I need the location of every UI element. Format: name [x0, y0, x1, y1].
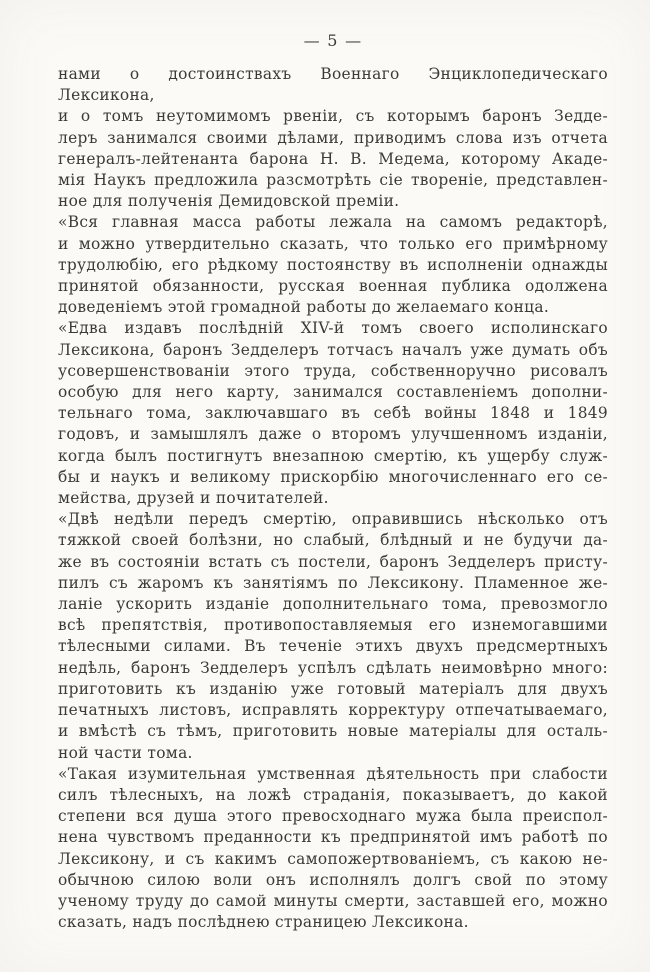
paragraph [58, 64, 608, 212]
text-line: всѣ препятствія, противопоставляемыя его изнемогавшими [58, 616, 608, 635]
text-line: «Двѣ недѣли передъ смертію, оправившись нѣсколько отъ [58, 510, 608, 529]
text-line: Лексикону, и съ какимъ самопожертвованіемъ, съ какою не- [58, 849, 608, 868]
text-line: принятой обязанности, русская военная публика одолжена [58, 277, 608, 296]
paragraph [58, 318, 608, 509]
paragraph [58, 509, 608, 763]
text-line: и о томъ неутомимомъ рвеніи, съ которымъ баронъ Зедде- [58, 107, 608, 126]
text-line: силъ тѣлесныхъ, на ложѣ страданія, показываетъ, до какой [58, 785, 608, 804]
text-line: усовершенствованіи этого труда, собственноручно рисовалъ [58, 361, 608, 380]
text-line: пилъ съ жаромъ къ занятіямъ по Лексикону. Пламенное же- [58, 573, 608, 592]
text-line: степени вся душа этого превосходнаго мужа была преиспол- [58, 807, 608, 826]
text-line: тяжкой своей болѣзни, но слабый, блѣдный и не будучи да- [58, 531, 608, 550]
text-line: бы и наукъ и великому прискорбію многочисленнаго его се- [58, 467, 608, 486]
text-block [58, 64, 608, 933]
text-line: «Такая изумительная умственная дѣятельность при слабости [58, 764, 608, 783]
text-line: обычною силою воли онъ исполнялъ долгъ свой по этому [58, 870, 608, 889]
page-number: — 5 — [303, 31, 363, 50]
text-line: мейства, друзей и почитателей. [58, 489, 329, 508]
text-line: генералъ-лейтенанта барона Н. В. Медема, которому Акаде- [58, 149, 608, 168]
text-line: трудолюбію, его рѣдкому постоянству въ исполненіи однажды [58, 255, 608, 274]
text-line: сказать, надъ послѣднею страницею Лексикона. [58, 913, 469, 932]
text-line: ное для полученія Демидовской преміи. [58, 192, 400, 211]
page-header [58, 30, 608, 51]
text-line: ланіе ускорить изданіе дополнительнаго тома, превозмогло [58, 595, 608, 614]
text-line: же въ состояніи встать съ постели, баронъ Зедделеръ присту- [58, 552, 608, 571]
text-line: когда былъ постигнутъ внезапною смертію, къ ущербу служ- [58, 446, 608, 465]
text-line: «Едва издавъ послѣдній XIV-й томъ своего исполинскаго [58, 319, 608, 338]
text-line: печатныхъ листовъ, исправлять корректуру отпечатываемаго, [58, 701, 608, 720]
text-line: годовъ, и замышлялъ даже о второмъ улучшенномъ изданіи, [58, 425, 608, 444]
text-line: ной части тома. [58, 743, 193, 762]
text-line: особую для него карту, занимался составленіемъ дополни- [58, 383, 608, 402]
text-line: Лексикона, баронъ Зедделеръ тотчасъ началъ уже думать объ [58, 340, 608, 359]
text-line: приготовить къ изданію уже готовый матеріалъ для двухъ [58, 679, 608, 698]
text-line: тѣлесными силами. Въ теченіе этихъ двухъ предсмертныхъ [58, 637, 608, 656]
text-line: и вмѣстѣ съ тѣмъ, приготовить новые матеріалы для осталь- [58, 722, 608, 741]
text-line: доведеніемъ этой громадной работы до желаемаго конца. [58, 298, 550, 317]
text-line: мія Наукъ предложила разсмотрѣть сіе твореніе, представлен- [58, 171, 608, 190]
text-line: «Вся главная масса работы лежала на самомъ редакторѣ, [58, 213, 608, 232]
paragraph [58, 764, 608, 934]
text-line: недѣль, баронъ Зедделеръ успѣлъ сдѣлать неимовѣрно много: [58, 658, 608, 677]
text-line: и можно утвердительно сказать, что только его примѣрному [58, 234, 608, 253]
text-line: нена чувствомъ преданности къ предпринятой имъ работѣ по [58, 828, 608, 847]
text-line: нами о достоинствахъ Военнаго Энциклопедическаго Лексикона, [58, 65, 608, 105]
text-line: леръ занимался своими дѣлами, приводимъ слова изъ отчета [58, 128, 608, 147]
paragraph [58, 212, 608, 318]
text-line: ученому труду до самой минуты смерти, заставшей его, можно [58, 891, 608, 910]
text-line: тельнаго тома, заключавшаго въ себѣ войны 1848 и 1849 [58, 404, 608, 423]
